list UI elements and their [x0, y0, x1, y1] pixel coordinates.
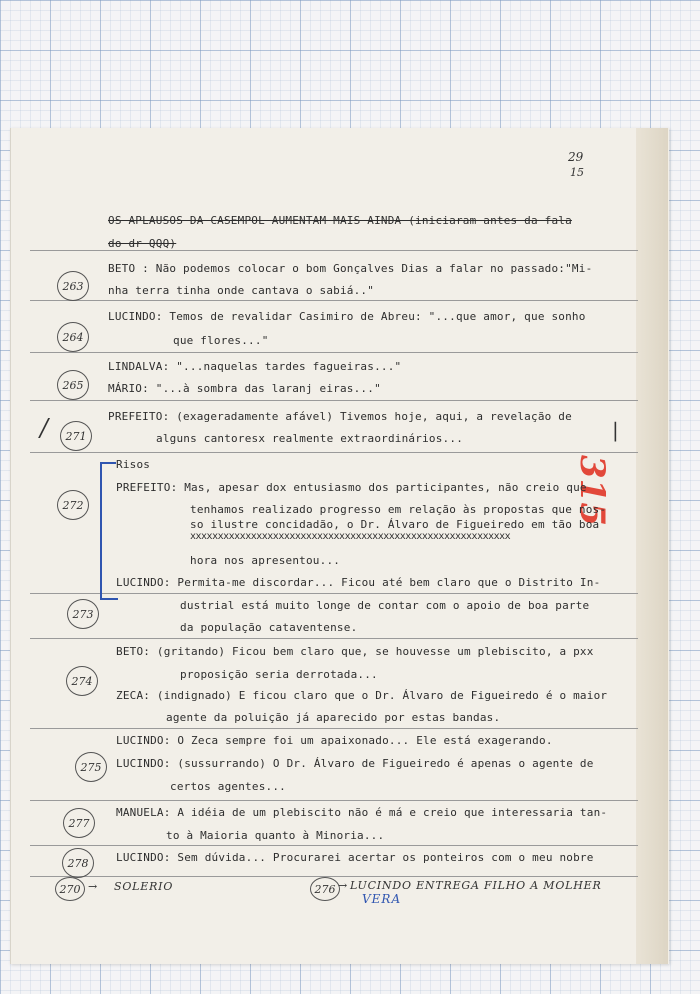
page-number: 29	[568, 150, 584, 164]
footer-note: LUCINDO ENTREGA FILHO A MOLHER	[350, 879, 602, 892]
script-line: LUCINDO: Temos de revalidar Casimiro de Abreu: "...que amor, que sonho	[108, 310, 586, 323]
script-line: MÁRIO: "...à sombra das laranj eiras..."	[108, 382, 381, 395]
heading-line-1: OS APLAUSOS DA CASEMPOL AUMENTAM MAIS AINDA (iniciaram antes da fala	[108, 214, 572, 227]
page-number-sub: 15	[570, 166, 584, 179]
script-line: LUCINDO: (sussurrando) O Dr. Álvaro de Figueiredo é apenas o agente de	[116, 757, 594, 770]
divider	[30, 400, 638, 401]
bracket-mark	[100, 598, 118, 600]
script-line: hora nos apresentou...	[190, 554, 341, 567]
script-line: tenhamos realizado progresso em relação às propostas que nos-	[190, 503, 607, 516]
divider	[30, 728, 638, 729]
divider	[30, 452, 638, 453]
margin-mark: /	[40, 414, 49, 442]
bracket-mark	[100, 462, 116, 464]
script-line: LINDALVA: "...naquelas tardes fagueiras..."	[108, 360, 402, 373]
script-line: Risos	[116, 458, 151, 471]
script-line: dustrial está muito longe de contar com o apoio de boa parte	[180, 599, 590, 612]
cue-number: 271	[60, 421, 92, 451]
script-line: certos agentes...	[170, 780, 286, 793]
cue-number: 264	[57, 322, 89, 352]
divider	[30, 250, 638, 251]
footer-cue-number: 276	[310, 877, 340, 901]
script-line: LUCINDO: Permita-me discordar... Ficou até bem claro que o Distrito In-	[116, 576, 601, 589]
divider	[30, 845, 638, 846]
script-line: da população cataventense.	[180, 621, 358, 634]
script-line: que flores..."	[173, 334, 269, 347]
page-edge-strip	[636, 128, 668, 964]
script-line: BETO: (gritando) Ficou bem claro que, se houvesse um plebiscito, a pxx	[116, 645, 594, 658]
cue-number: 275	[75, 752, 107, 782]
struck-line: xxxxxxxxxxxxxxxxxxxxxxxxxxxxxxxxxxxxxxxxxxxxxxxxxxxxxxxxxx	[190, 531, 511, 542]
cue-number: 272	[57, 490, 89, 520]
bracket-mark	[100, 462, 102, 600]
footer-cue-number: 270	[55, 877, 85, 901]
script-line: LUCINDO: Sem dúvida... Procurarei acertar os ponteiros com o meu nobre	[116, 851, 594, 864]
cue-number: 273	[67, 599, 99, 629]
script-line: MANUELA: A idéia de um plebiscito não é má e creio que interessaria tan-	[116, 806, 608, 819]
script-line: proposição seria derrotada...	[180, 668, 378, 681]
cue-number: 274	[66, 666, 98, 696]
divider	[30, 800, 638, 801]
divider	[30, 352, 638, 353]
script-line: PREFEITO: Mas, apesar dox entusiasmo dos participantes, não creio que	[116, 481, 587, 494]
footer-note-blue: VERA	[362, 892, 402, 906]
script-line: nha terra tinha onde cantava o sabiá.."	[108, 284, 375, 297]
side-annotation: 315	[572, 455, 612, 526]
footer-note: SOLERIO	[114, 880, 174, 893]
margin-tick: |	[612, 418, 619, 442]
footer-arrow: →	[338, 879, 348, 892]
heading-line-2: do dr QQQ)	[108, 237, 177, 250]
divider	[30, 593, 638, 594]
divider	[30, 300, 638, 301]
cue-number: 277	[63, 808, 95, 838]
divider	[30, 876, 638, 877]
script-line: to à Maioria quanto à Minoria...	[166, 829, 385, 842]
footer-arrow: →	[88, 880, 98, 893]
script-line: alguns cantoresx realmente extraordinários...	[156, 432, 464, 445]
cue-number: 278	[62, 848, 94, 878]
script-line: PREFEITO: (exageradamente afável) Tivemos hoje, aqui, a revelação de	[108, 410, 572, 423]
cue-number: 265	[57, 370, 89, 400]
script-line: agente da poluição já aparecido por estas bandas.	[166, 711, 501, 724]
divider	[30, 638, 638, 639]
script-line: ZECA: (indignado) E ficou claro que o Dr. Álvaro de Figueiredo é o maior	[116, 689, 608, 702]
cue-number: 263	[57, 271, 89, 301]
script-line: so ilustre concidadão, o Dr. Álvaro de Figueiredo em tão boa	[190, 518, 600, 531]
script-line: LUCINDO: O Zeca sempre foi um apaixonado... Ele está exagerando.	[116, 734, 553, 747]
script-line: BETO : Não podemos colocar o bom Gonçalves Dias a falar no passado:"Mi-	[108, 262, 593, 275]
